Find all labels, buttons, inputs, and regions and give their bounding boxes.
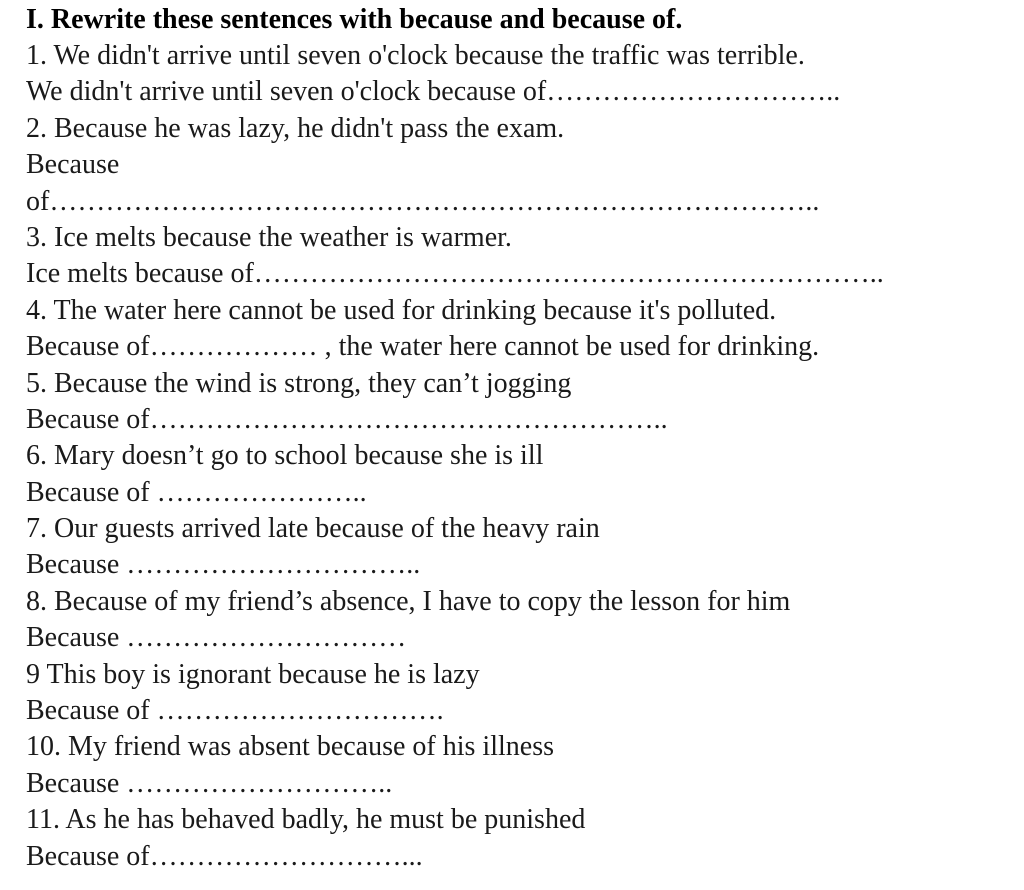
sentence-2-prompt: 2. Because he was lazy, he didn't pass the exam. xyxy=(26,112,565,144)
worksheet xyxy=(26,2,1016,875)
sentence-8-prompt: 8. Because of my friend’s absence, I have to copy the lesson for him xyxy=(26,585,791,617)
sentence-8-answer: Because ………………………… xyxy=(26,622,407,654)
exercise-title: I. Rewrite these sentences with because and because of. xyxy=(26,4,683,35)
sentence-9-prompt: 9 This boy is ignorant because he is lazy xyxy=(26,658,480,690)
sentence-1-answer: We didn't arrive until seven o'clock because of………………………….. xyxy=(26,76,841,108)
sentence-5-answer: Because of……………………………………………….. xyxy=(26,403,668,435)
sentence-2-answer-start: Because xyxy=(26,149,120,181)
sentence-5-prompt: 5. Because the wind is strong, they can’t jogging xyxy=(26,367,572,399)
sentence-2-answer: of……………………………………………………………………….. xyxy=(26,185,820,217)
sentence-1-prompt: 1. We didn't arrive until seven o'clock because the traffic was terrible. xyxy=(26,40,805,71)
sentence-6-answer: Because of ………………….. xyxy=(26,476,367,508)
sentence-11-answer: Because of………………………... xyxy=(26,840,423,872)
sentence-7-answer: Because ………………………….. xyxy=(26,549,421,581)
sentence-3-answer: Ice melts because of………………………………………………………….. xyxy=(26,258,884,290)
sentence-10-prompt: 10. My friend was absent because of his illness xyxy=(26,731,554,763)
sentence-10-answer: Because ……………………….. xyxy=(26,767,393,799)
sentence-3-prompt: 3. Ice melts because the weather is warmer. xyxy=(26,221,512,253)
sentence-9-answer: Because of …………………………. xyxy=(26,695,444,727)
sentence-6-prompt: 6. Mary doesn’t go to school because she is ill xyxy=(26,440,544,472)
sentence-11-prompt: 11. As he has behaved badly, he must be punished xyxy=(26,804,586,836)
sentence-7-prompt: 7. Our guests arrived late because of the heavy rain xyxy=(26,513,600,545)
sentence-4-prompt: 4. The water here cannot be used for drinking because it's polluted. xyxy=(26,294,777,326)
sentence-4-answer: Because of……………… , the water here cannot be used for drinking. xyxy=(26,331,820,363)
